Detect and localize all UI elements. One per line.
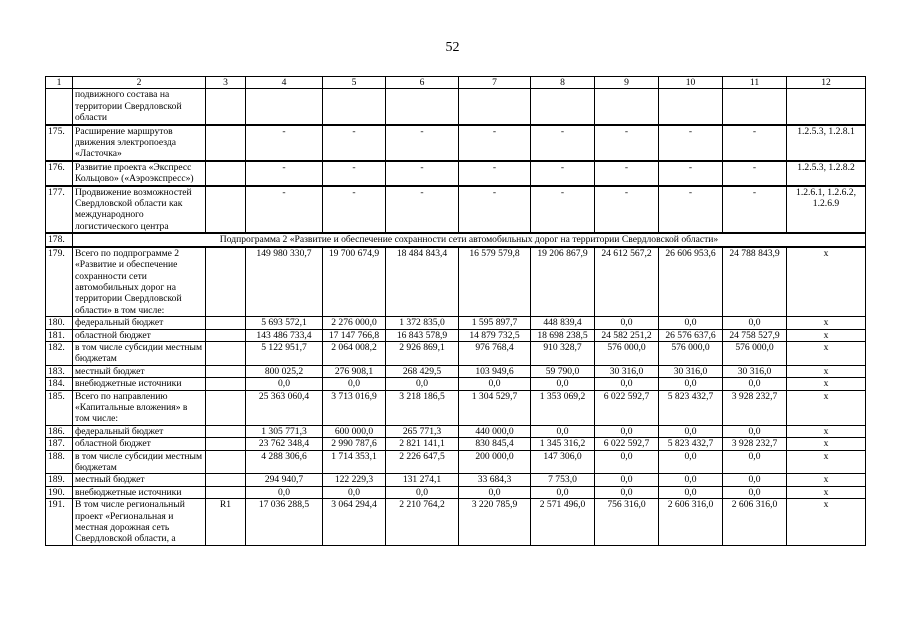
target-ref: x — [787, 499, 866, 546]
value-cell: 0,0 — [723, 378, 787, 390]
row-code — [206, 89, 246, 125]
row-number: 181. — [46, 329, 73, 341]
value-cell: 0,0 — [659, 317, 723, 329]
row-code: R1 — [206, 499, 246, 546]
row-name: внебюджетные источники — [73, 486, 206, 498]
value-cell: 200 000,0 — [459, 450, 531, 474]
value-cell: 576 000,0 — [595, 341, 659, 365]
value-cell: 0,0 — [723, 450, 787, 474]
value-cell: 17 147 766,8 — [323, 329, 386, 341]
value-cell: 0,0 — [531, 486, 595, 498]
target-ref: x — [787, 390, 866, 425]
value-cell — [531, 89, 595, 125]
value-cell: 7 753,0 — [531, 474, 595, 486]
row-name: Развитие проекта «Экспресс Кольцово» («Аэроэкспресс») — [73, 161, 206, 186]
value-cell: 24 758 527,9 — [723, 329, 787, 341]
row-code — [206, 486, 246, 498]
target-ref: x — [787, 365, 866, 377]
value-cell — [723, 89, 787, 125]
target-ref: 1.2.5.3, 1.2.8.2 — [787, 161, 866, 186]
value-cell: 600 000,0 — [323, 425, 386, 437]
value-cell: - — [531, 125, 595, 161]
value-cell: - — [659, 125, 723, 161]
value-cell: - — [659, 161, 723, 186]
column-header-row — [46, 77, 866, 89]
value-cell: 910 328,7 — [531, 341, 595, 365]
value-cell: - — [323, 186, 386, 234]
value-cell: 0,0 — [323, 486, 386, 498]
row-name: областной бюджет — [73, 438, 206, 450]
value-cell: 2 210 764,2 — [386, 499, 459, 546]
column-header: 9 — [595, 77, 659, 89]
value-cell: 0,0 — [659, 378, 723, 390]
row-name: в том числе субсидии местным бюджетам — [73, 450, 206, 474]
value-cell: 149 980 330,7 — [246, 247, 323, 317]
target-ref: x — [787, 317, 866, 329]
table-row — [46, 161, 866, 186]
value-cell: 30 316,0 — [723, 365, 787, 377]
row-name: в том числе субсидии местным бюджетам — [73, 341, 206, 365]
table-row — [46, 438, 866, 450]
value-cell: 2 226 647,5 — [386, 450, 459, 474]
row-number: 189. — [46, 474, 73, 486]
value-cell: 0,0 — [595, 486, 659, 498]
value-cell: 0,0 — [459, 486, 531, 498]
value-cell: 0,0 — [723, 425, 787, 437]
row-number: 179. — [46, 247, 73, 317]
value-cell: 33 684,3 — [459, 474, 531, 486]
value-cell: 5 823 432,7 — [659, 438, 723, 450]
target-ref: x — [787, 341, 866, 365]
value-cell: 294 940,7 — [246, 474, 323, 486]
value-cell: 2 990 787,6 — [323, 438, 386, 450]
value-cell: 448 839,4 — [531, 317, 595, 329]
value-cell: - — [659, 186, 723, 234]
row-code — [206, 390, 246, 425]
value-cell — [246, 89, 323, 125]
row-code — [206, 186, 246, 234]
value-cell: 1 353 069,2 — [531, 390, 595, 425]
value-cell: - — [531, 186, 595, 234]
value-cell: - — [246, 161, 323, 186]
value-cell: 0,0 — [595, 317, 659, 329]
table-row — [46, 365, 866, 377]
row-code — [206, 317, 246, 329]
row-code — [206, 365, 246, 377]
row-code — [206, 125, 246, 161]
value-cell: - — [595, 161, 659, 186]
row-number: 186. — [46, 425, 73, 437]
value-cell: 23 762 348,4 — [246, 438, 323, 450]
row-name: областной бюджет — [73, 329, 206, 341]
row-number: 184. — [46, 378, 73, 390]
table-row — [46, 499, 866, 546]
value-cell: 24 582 251,2 — [595, 329, 659, 341]
value-cell: 0,0 — [723, 486, 787, 498]
value-cell: 6 022 592,7 — [595, 438, 659, 450]
value-cell: 2 571 496,0 — [531, 499, 595, 546]
value-cell: - — [386, 186, 459, 234]
target-ref: x — [787, 450, 866, 474]
value-cell: 1 304 529,7 — [459, 390, 531, 425]
row-code — [206, 341, 246, 365]
target-ref: x — [787, 486, 866, 498]
value-cell: 3 064 294,4 — [323, 499, 386, 546]
row-code — [206, 450, 246, 474]
column-header: 1 — [46, 77, 73, 89]
value-cell: - — [323, 125, 386, 161]
value-cell: 0,0 — [246, 378, 323, 390]
row-name: подвижного состава на территории Свердловской области — [73, 89, 206, 125]
table-row — [46, 247, 866, 317]
value-cell: 24 612 567,2 — [595, 247, 659, 317]
value-cell: 0,0 — [659, 474, 723, 486]
value-cell: 16 843 578,9 — [386, 329, 459, 341]
page-number: 52 — [445, 40, 460, 55]
value-cell: 0,0 — [531, 425, 595, 437]
value-cell: 0,0 — [723, 317, 787, 329]
value-cell: 18 698 238,5 — [531, 329, 595, 341]
table-row — [46, 425, 866, 437]
value-cell: 5 823 432,7 — [659, 390, 723, 425]
table-row — [46, 329, 866, 341]
value-cell: - — [459, 125, 531, 161]
table-row — [46, 486, 866, 498]
row-name: В том числе региональный проект «Региональная и местная дорожная сеть Свердловской области, а — [73, 499, 206, 546]
row-code — [206, 161, 246, 186]
value-cell: 0,0 — [723, 474, 787, 486]
budget-table — [45, 76, 866, 546]
value-cell: 4 288 306,6 — [246, 450, 323, 474]
value-cell: - — [246, 186, 323, 234]
target-ref: x — [787, 378, 866, 390]
row-code — [206, 438, 246, 450]
value-cell: - — [459, 161, 531, 186]
column-header: 3 — [206, 77, 246, 89]
row-number: 188. — [46, 450, 73, 474]
value-cell: - — [459, 186, 531, 234]
value-cell: 2 821 141,1 — [386, 438, 459, 450]
target-ref: x — [787, 425, 866, 437]
value-cell: - — [723, 125, 787, 161]
value-cell: 122 229,3 — [323, 474, 386, 486]
table-row — [46, 89, 866, 125]
value-cell: 5 122 951,7 — [246, 341, 323, 365]
subprogram-row — [46, 233, 866, 246]
value-cell: - — [386, 125, 459, 161]
value-cell: 1 595 897,7 — [459, 317, 531, 329]
column-header: 6 — [386, 77, 459, 89]
target-ref: x — [787, 474, 866, 486]
value-cell: 17 036 288,5 — [246, 499, 323, 546]
table-row — [46, 341, 866, 365]
value-cell: 59 790,0 — [531, 365, 595, 377]
row-code — [206, 329, 246, 341]
target-ref: x — [787, 247, 866, 317]
table-row — [46, 390, 866, 425]
table-row — [46, 474, 866, 486]
value-cell: 756 316,0 — [595, 499, 659, 546]
value-cell: 103 949,6 — [459, 365, 531, 377]
row-number: 182. — [46, 341, 73, 365]
value-cell: 16 579 579,8 — [459, 247, 531, 317]
value-cell: 30 316,0 — [595, 365, 659, 377]
value-cell: 0,0 — [323, 378, 386, 390]
row-name: местный бюджет — [73, 365, 206, 377]
value-cell: 0,0 — [595, 425, 659, 437]
row-number: 180. — [46, 317, 73, 329]
value-cell: 14 879 732,5 — [459, 329, 531, 341]
value-cell: 2 064 008,2 — [323, 341, 386, 365]
row-number: 185. — [46, 390, 73, 425]
value-cell: - — [323, 161, 386, 186]
value-cell: 0,0 — [531, 378, 595, 390]
row-code — [206, 474, 246, 486]
value-cell: 1 372 835,0 — [386, 317, 459, 329]
table-row — [46, 186, 866, 234]
table-row — [46, 125, 866, 161]
value-cell — [659, 89, 723, 125]
column-header: 10 — [659, 77, 723, 89]
value-cell: 1 305 771,3 — [246, 425, 323, 437]
value-cell: 143 486 733,4 — [246, 329, 323, 341]
value-cell — [323, 89, 386, 125]
target-ref: 1.2.5.3, 1.2.8.1 — [787, 125, 866, 161]
value-cell: 0,0 — [595, 378, 659, 390]
value-cell: 1 714 353,1 — [323, 450, 386, 474]
column-header: 12 — [787, 77, 866, 89]
value-cell: - — [246, 125, 323, 161]
subprogram-title: Подпрограмма 2 «Развитие и обеспечение сохранности сети автомобильных дорог на территории Свердловской области» — [73, 233, 866, 246]
column-header: 4 — [246, 77, 323, 89]
value-cell: 3 218 186,5 — [386, 390, 459, 425]
value-cell: 265 771,3 — [386, 425, 459, 437]
value-cell: 276 908,1 — [323, 365, 386, 377]
value-cell: 3 220 785,9 — [459, 499, 531, 546]
value-cell: 268 429,5 — [386, 365, 459, 377]
value-cell: 19 206 867,9 — [531, 247, 595, 317]
value-cell: - — [595, 186, 659, 234]
target-ref: x — [787, 329, 866, 341]
value-cell: 2 606 316,0 — [723, 499, 787, 546]
value-cell: 0,0 — [386, 486, 459, 498]
value-cell: 2 926 869,1 — [386, 341, 459, 365]
column-header: 7 — [459, 77, 531, 89]
row-name: Всего по направлению «Капитальные вложения» в том числе: — [73, 390, 206, 425]
column-header: 11 — [723, 77, 787, 89]
row-number: 178. — [46, 233, 73, 246]
column-header: 2 — [73, 77, 206, 89]
value-cell: 976 768,4 — [459, 341, 531, 365]
value-cell: 576 000,0 — [659, 341, 723, 365]
value-cell: 5 693 572,1 — [246, 317, 323, 329]
target-ref: x — [787, 438, 866, 450]
value-cell: 0,0 — [459, 378, 531, 390]
value-cell: 19 700 674,9 — [323, 247, 386, 317]
value-cell: 0,0 — [659, 486, 723, 498]
value-cell: 2 276 000,0 — [323, 317, 386, 329]
row-name: Расширение маршрутов движения электропоезда «Ласточка» — [73, 125, 206, 161]
value-cell: 440 000,0 — [459, 425, 531, 437]
value-cell: 576 000,0 — [723, 341, 787, 365]
row-number: 183. — [46, 365, 73, 377]
value-cell: 0,0 — [659, 450, 723, 474]
table-row — [46, 317, 866, 329]
row-number: 177. — [46, 186, 73, 234]
value-cell: - — [386, 161, 459, 186]
target-ref — [787, 89, 866, 125]
value-cell: 830 845,4 — [459, 438, 531, 450]
value-cell: 147 306,0 — [531, 450, 595, 474]
row-name: Всего по подпрограмме 2 «Развитие и обеспечение сохранности сети автомобильных дорог на территории Свердловской области» в том числе: — [73, 247, 206, 317]
row-number: 191. — [46, 499, 73, 546]
value-cell: 30 316,0 — [659, 365, 723, 377]
value-cell: - — [531, 161, 595, 186]
value-cell: 26 606 953,6 — [659, 247, 723, 317]
row-number: 190. — [46, 486, 73, 498]
row-code — [206, 378, 246, 390]
row-code — [206, 425, 246, 437]
row-name: федеральный бюджет — [73, 425, 206, 437]
value-cell: 131 274,1 — [386, 474, 459, 486]
value-cell: 2 606 316,0 — [659, 499, 723, 546]
column-header: 5 — [323, 77, 386, 89]
target-ref: 1.2.6.1, 1.2.6.2, 1.2.6.9 — [787, 186, 866, 234]
column-header: 8 — [531, 77, 595, 89]
value-cell: 3 928 232,7 — [723, 390, 787, 425]
value-cell: 0,0 — [595, 450, 659, 474]
value-cell — [459, 89, 531, 125]
value-cell: 25 363 060,4 — [246, 390, 323, 425]
table-row — [46, 450, 866, 474]
value-cell: 18 484 843,4 — [386, 247, 459, 317]
row-name: внебюджетные источники — [73, 378, 206, 390]
row-name: федеральный бюджет — [73, 317, 206, 329]
value-cell: - — [595, 125, 659, 161]
row-number: 187. — [46, 438, 73, 450]
row-name: местный бюджет — [73, 474, 206, 486]
value-cell: 0,0 — [595, 474, 659, 486]
row-name: Продвижение возможностей Свердловской области как международного логистического центра — [73, 186, 206, 234]
value-cell: 3 928 232,7 — [723, 438, 787, 450]
value-cell: 800 025,2 — [246, 365, 323, 377]
table-row — [46, 378, 866, 390]
row-number: 176. — [46, 161, 73, 186]
value-cell: - — [723, 161, 787, 186]
value-cell: 0,0 — [386, 378, 459, 390]
value-cell: 6 022 592,7 — [595, 390, 659, 425]
value-cell: 1 345 316,2 — [531, 438, 595, 450]
row-number — [46, 89, 73, 125]
value-cell: 0,0 — [659, 425, 723, 437]
value-cell: 3 713 016,9 — [323, 390, 386, 425]
value-cell: 24 788 843,9 — [723, 247, 787, 317]
value-cell — [595, 89, 659, 125]
value-cell: 26 576 637,6 — [659, 329, 723, 341]
row-code — [206, 247, 246, 317]
row-number: 175. — [46, 125, 73, 161]
value-cell — [386, 89, 459, 125]
value-cell: 0,0 — [246, 486, 323, 498]
value-cell: - — [723, 186, 787, 234]
